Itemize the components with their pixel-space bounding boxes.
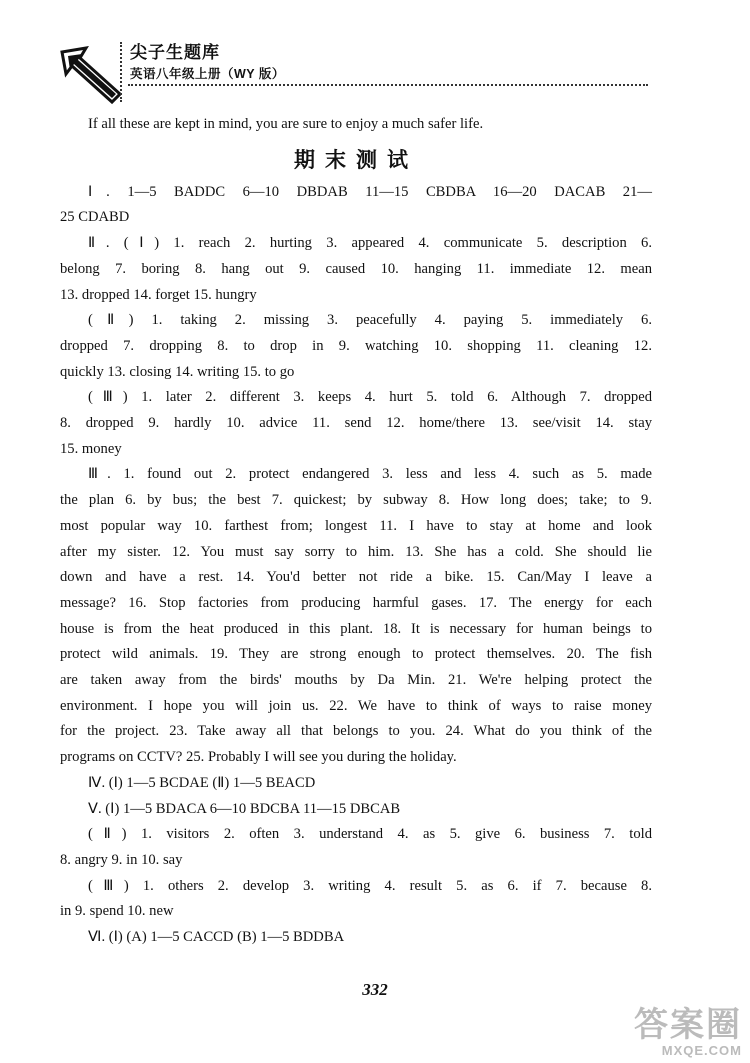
book-subtitle: 英语八年级上册（WY 版） xyxy=(130,67,285,81)
text-line: If all these are kept in mind, you are sure to enjoy a much safer life. xyxy=(88,116,484,132)
text-line: after my sister. 12. You must say sorry to him. 13. She has a cold. She should lie xyxy=(60,543,652,560)
text-line: dropped 7. dropping 8. to drop in 9. watching 10. shopping 11. cleaning 12. xyxy=(60,337,652,354)
text-line: Ⅲ. 1. found out 2. protect endangered 3. less and less 4. such as 5. made xyxy=(88,466,652,483)
text-line: (Ⅲ) 1. later 2. different 3. keeps 4. hurt 5. told 6. Although 7. dropped xyxy=(88,389,652,406)
text-line: down and have a rest. 14. You'd better not ride a bike. 15. Can/May I leave a xyxy=(60,569,652,586)
watermark-logo xyxy=(634,1007,742,1059)
book-series-title: 尖子生题库 xyxy=(130,43,220,62)
text-line: belong 7. boring 8. hang out 9. caused 10. hanging 11. immediate 12. mean xyxy=(60,260,652,277)
header-dotted-rule xyxy=(128,84,648,86)
text-line: Ⅰ. 1—5 BADDC 6—10 DBDAB 11—15 CBDBA 16—20 DACAB 21— xyxy=(88,183,652,200)
text-line: 25 CDABD xyxy=(60,209,130,226)
text-line: 13. dropped 14. forget 15. hungry xyxy=(60,286,257,303)
text-line: the plan 6. by bus; the best 7. quickest; by subway 8. How long does; take; to 9. xyxy=(60,492,652,509)
text-line: Ⅴ. (Ⅰ) 1—5 BDACA 6—10 BDCBA 11—15 DBCAB xyxy=(88,800,401,817)
back-arrow-icon xyxy=(58,46,128,106)
page-header xyxy=(58,36,658,106)
text-line: environment. I hope you will join us. 22. We have to think of ways to raise money xyxy=(60,697,652,714)
text-line: Ⅱ. (Ⅰ) 1. reach 2. hurting 3. appeared 4. communicate 5. description 6. xyxy=(88,235,652,252)
text-line: in 9. spend 10. new xyxy=(60,903,174,920)
text-line: 15. money xyxy=(60,440,122,457)
text-line: (Ⅱ) 1. visitors 2. often 3. understand 4. as 5. give 6. business 7. told xyxy=(88,826,652,843)
section-title: 期末测试 xyxy=(294,147,418,172)
text-line: programs on CCTV? 25. Probably I will see you during the holiday. xyxy=(60,749,457,766)
text-line: most popular way 10. farthest from; longest 11. I have to stay at home and look xyxy=(60,517,652,534)
text-line: (Ⅱ) 1. taking 2. missing 3. peacefully 4. paying 5. immediately 6. xyxy=(88,312,652,329)
text-line: 8. angry 9. in 10. say xyxy=(60,851,183,868)
text-line: (Ⅲ) 1. others 2. develop 3. writing 4. result 5. as 6. if 7. because 8. xyxy=(88,877,652,894)
header-ruler xyxy=(120,42,122,102)
text-line: quickly 13. closing 14. writing 15. to go xyxy=(60,363,295,380)
text-line: message? 16. Stop factories from producing harmful gases. 17. The energy for each xyxy=(60,594,652,611)
watermark-url: MXQE.COM xyxy=(661,1043,742,1058)
text-line: protect wild animals. 19. They are strong enough to protect themselves. 20. The fish xyxy=(60,646,652,663)
text-line: 8. dropped 9. hardly 10. advice 11. send 12. home/there 13. see/visit 14. stay xyxy=(60,415,652,432)
text-line: are taken away from the birds' mouths by Da Min. 21. We're helping protect the xyxy=(60,672,652,689)
text-line: for the project. 23. Take away all that belongs to you. 24. What do you think of the xyxy=(60,723,652,740)
watermark-text: 答案圈 xyxy=(634,1006,742,1044)
page-number: 332 xyxy=(362,980,388,999)
answer-content xyxy=(60,112,652,951)
text-line: Ⅳ. (Ⅰ) 1—5 BCDAE (Ⅱ) 1—5 BEACD xyxy=(88,774,316,791)
text-line: Ⅵ. (Ⅰ) (A) 1—5 CACCD (B) 1—5 BDDBA xyxy=(88,929,345,946)
text-line: house is from the heat produced in this plant. 18. It is necessary for human beings to xyxy=(60,620,652,637)
